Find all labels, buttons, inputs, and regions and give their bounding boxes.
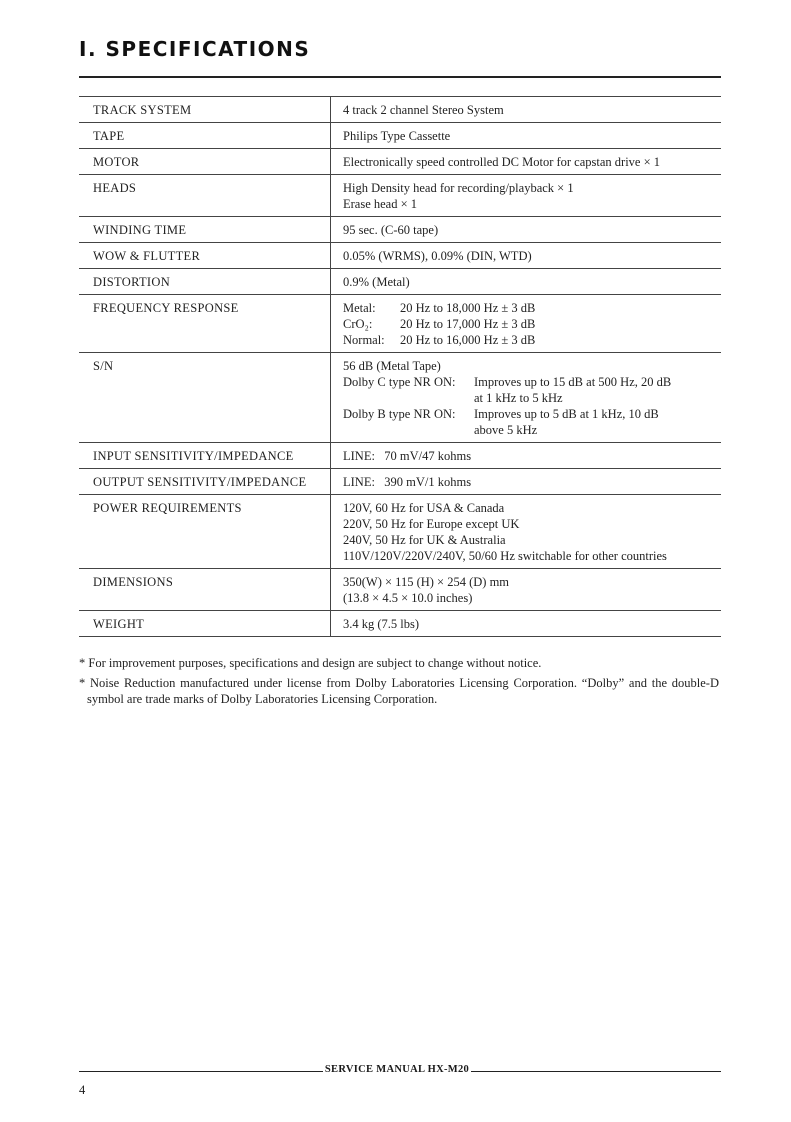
footnotes bbox=[79, 655, 719, 711]
spec-label: MOTOR bbox=[79, 149, 331, 175]
section-title: I. SPECIFICATIONS bbox=[79, 37, 311, 61]
spec-value-line: (13.8 × 4.5 × 10.0 inches) bbox=[343, 591, 473, 605]
frequency-range: 20 Hz to 16,000 Hz ± 3 dB bbox=[400, 333, 536, 347]
dolby-b-row bbox=[343, 406, 721, 438]
spec-value-line: 220V, 50 Hz for Europe except UK bbox=[343, 517, 520, 531]
footnote-dolby-license: * Noise Reduction manufactured under license from Dolby Laboratories Licensing Corporation. “Dolby” and the double-D symbol are trade marks of Dolby Laboratories Licensing Corporation. bbox=[79, 676, 719, 706]
spec-label: INPUT SENSITIVITY/IMPEDANCE bbox=[79, 443, 331, 469]
spec-row-sn bbox=[79, 353, 721, 443]
spec-label: WEIGHT bbox=[79, 611, 331, 637]
spec-label: WOW & FLUTTER bbox=[79, 243, 331, 269]
spec-row-power bbox=[79, 495, 721, 569]
dolby-b-line: Improves up to 5 dB at 1 kHz, 10 dB bbox=[474, 407, 659, 421]
footer-rule-left bbox=[79, 1071, 323, 1072]
spec-row-input bbox=[79, 443, 721, 469]
page-number: 4 bbox=[79, 1083, 86, 1097]
frequency-response-grid bbox=[343, 300, 721, 348]
spec-label: TRACK SYSTEM bbox=[79, 97, 331, 123]
spec-value-line: 110V/120V/220V/240V, 50/60 Hz switchable for other countries bbox=[343, 549, 667, 563]
frequency-range: 20 Hz to 17,000 Hz ± 3 dB bbox=[400, 317, 536, 331]
spec-value: Philips Type Cassette bbox=[331, 123, 722, 149]
spec-label: S/N bbox=[79, 353, 331, 443]
spec-label: OUTPUT SENSITIVITY/IMPEDANCE bbox=[79, 469, 331, 495]
spec-value: 0.9% (Metal) bbox=[331, 269, 722, 295]
spec-value: 0.05% (WRMS), 0.09% (DIN, WTD) bbox=[331, 243, 722, 269]
dolby-c-label: Dolby C type NR ON: bbox=[343, 375, 456, 389]
spec-row-winding-time bbox=[79, 217, 721, 243]
specifications-table bbox=[79, 96, 721, 637]
spec-value: 3.4 kg (7.5 lbs) bbox=[331, 611, 722, 637]
frequency-range: 20 Hz to 18,000 Hz ± 3 dB bbox=[400, 301, 536, 315]
spec-label: POWER REQUIREMENTS bbox=[79, 495, 331, 569]
spec-value-line: 350(W) × 115 (H) × 254 (D) mm bbox=[343, 575, 510, 589]
spec-value: 4 track 2 channel Stereo System bbox=[331, 97, 722, 123]
spec-row-dimensions bbox=[79, 569, 721, 611]
spec-value-line: High Density head for recording/playback × 1 bbox=[343, 181, 574, 195]
spec-row-output bbox=[79, 469, 721, 495]
spec-row-frequency-response bbox=[79, 295, 721, 353]
tape-type: Metal: bbox=[343, 301, 376, 315]
tape-type: Normal: bbox=[343, 333, 385, 347]
spec-row-heads bbox=[79, 175, 721, 217]
dolby-b-line: above 5 kHz bbox=[474, 423, 538, 437]
spec-row-motor bbox=[79, 149, 721, 175]
spec-label: FREQUENCY RESPONSE bbox=[79, 295, 331, 353]
footer-manual-title: SERVICE MANUAL HX-M20 bbox=[324, 1064, 470, 1075]
dolby-c-line: at 1 kHz to 5 kHz bbox=[474, 391, 563, 405]
spec-value: Electronically speed controlled DC Motor for capstan drive × 1 bbox=[331, 149, 722, 175]
sn-base: 56 dB (Metal Tape) bbox=[343, 359, 441, 373]
tape-type: CrO₂: bbox=[343, 317, 373, 331]
spec-value: LINE: 70 mV/47 kohms bbox=[331, 443, 722, 469]
spec-label: DISTORTION bbox=[79, 269, 331, 295]
page-footer bbox=[79, 1064, 721, 1078]
spec-value: LINE: 390 mV/1 kohms bbox=[331, 469, 722, 495]
spec-label: TAPE bbox=[79, 123, 331, 149]
spec-row-distortion bbox=[79, 269, 721, 295]
spec-label: HEADS bbox=[79, 175, 331, 217]
spec-value-line: 120V, 60 Hz for USA & Canada bbox=[343, 501, 505, 515]
dolby-c-row bbox=[343, 374, 721, 406]
dolby-b-label: Dolby B type NR ON: bbox=[343, 407, 456, 421]
dolby-c-line: Improves up to 15 dB at 500 Hz, 20 dB bbox=[474, 375, 672, 389]
footer-rule-right bbox=[471, 1071, 721, 1072]
footnote-change-notice: * For improvement purposes, specifications and design are subject to change without notice. bbox=[79, 656, 542, 670]
spec-row-tape bbox=[79, 123, 721, 149]
spec-row-weight bbox=[79, 611, 721, 637]
spec-label: DIMENSIONS bbox=[79, 569, 331, 611]
spec-row-track-system bbox=[79, 97, 721, 123]
spec-value-line: Erase head × 1 bbox=[343, 197, 418, 211]
spec-value-line: 240V, 50 Hz for UK & Australia bbox=[343, 533, 506, 547]
title-rule bbox=[79, 76, 721, 78]
spec-value: 95 sec. (C-60 tape) bbox=[331, 217, 722, 243]
spec-label: WINDING TIME bbox=[79, 217, 331, 243]
spec-row-wow-flutter bbox=[79, 243, 721, 269]
